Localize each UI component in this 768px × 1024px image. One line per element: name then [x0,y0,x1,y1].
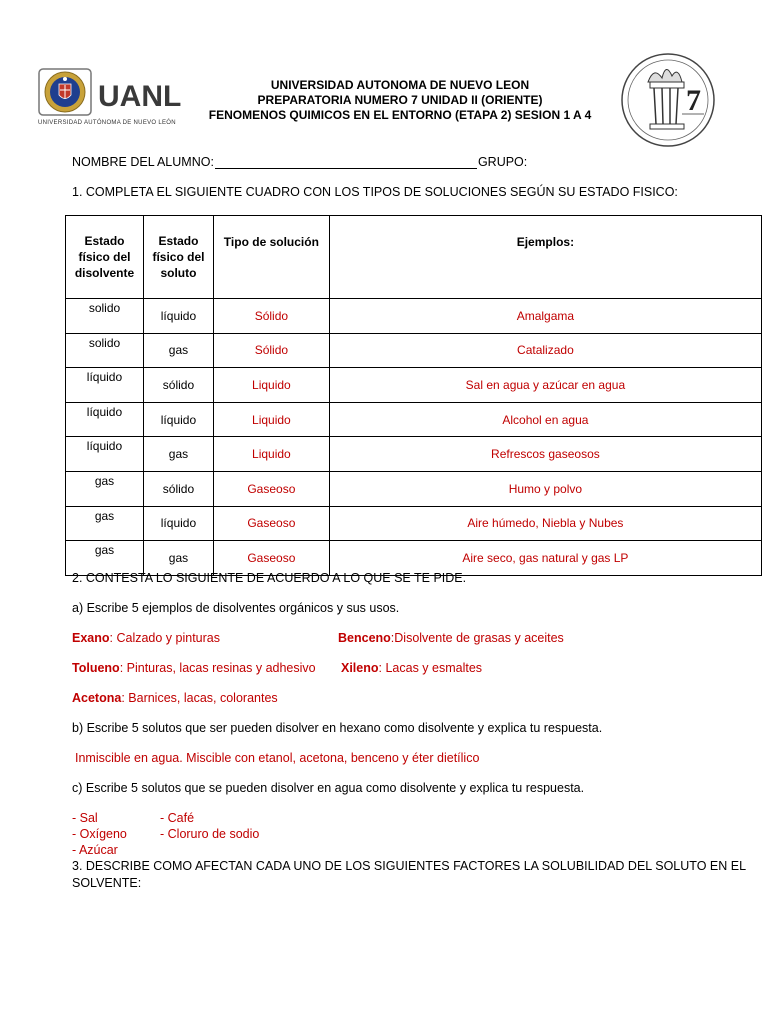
solvent-name: Exano [72,631,110,645]
uanl-subtitle: UNIVERSIDAD AUTÓNOMA DE NUEVO LEÓN [38,120,176,126]
solutions-table [65,215,762,576]
q2c-answer-2: - Café [160,811,195,825]
svg-text:7: 7 [686,84,701,117]
solvent-name: Benceno [338,631,391,645]
q2c-answer-4: - Cloruro de sodio [160,827,260,841]
q2b-prompt: b) Escribe 5 solutos que ser pueden disolver en hexano como disolvente y explica tu respuesta. [72,721,603,735]
solvent-use: : Barnices, lacas, colorantes [121,691,278,705]
solvent-name: Tolueno [72,661,120,675]
cell-type: Liquido [213,437,329,472]
school-title: PREPARATORIA NUMERO 7 UNIDAD II (ORIENTE) [257,93,543,107]
cell-solvent: líquido [66,437,144,472]
cell-solute: líquido [143,402,213,437]
cell-solute: gas [143,437,213,472]
uanl-wordmark: UANL [98,80,182,113]
cell-solute: líquido [143,506,213,541]
cell-solute: gas [143,333,213,368]
cell-type: Gaseoso [213,541,329,576]
table-row [66,402,762,437]
q2c-answer-5: - Azúcar [72,843,118,857]
q2-prompt: 2. CONTESTA LO SIGUIENTE DE ACUERDO A LO QUE SE TE PIDE. [72,571,467,585]
q2a-prompt: a) Escribe 5 ejemplos de disolventes orgánicos y sus usos. [72,601,400,615]
cell-type: Gaseoso [213,471,329,506]
name-label: NOMBRE DEL ALUMNO: [72,155,214,169]
student-name-line [72,155,527,169]
cell-example: Refrescos gaseosos [329,437,761,472]
cell-example: Amalgama [329,299,761,334]
col-header-solute: Estado físico del soluto [143,216,213,299]
cell-example: Alcohol en agua [329,402,761,437]
cell-solvent: solido [66,299,144,334]
cell-solvent: líquido [66,402,144,437]
cell-solute: sólido [143,471,213,506]
col-header-solvent: Estado físico del disolvente [66,216,144,299]
cell-example: Catalizado [329,333,761,368]
uanl-shield-icon [38,68,92,116]
cell-type: Gaseoso [213,506,329,541]
table-row [66,299,762,334]
cell-solvent: gas [66,471,144,506]
cell-type: Liquido [213,368,329,403]
cell-type: Liquido [213,402,329,437]
group-label: GRUPO: [477,155,528,169]
solvent-name: Xileno [341,661,379,675]
cell-solute: sólido [143,368,213,403]
q2c-answer-3: - Oxígeno [72,827,127,841]
cell-solute: gas [143,541,213,576]
solvent-name: Acetona [72,691,122,705]
col-header-examples: Ejemplos: [329,216,761,299]
table-header-row [66,216,762,299]
name-blank[interactable] [215,156,477,169]
table-row [66,333,762,368]
cell-solvent: solido [66,333,144,368]
table-row [66,471,762,506]
q1-prompt: 1. COMPLETA EL SIGUIENTE CUADRO CON LOS TIPOS DE SOLUCIONES SEGÚN SU ESTADO FISICO: [72,185,678,199]
cell-example: Aire seco, gas natural y gas LP [329,541,761,576]
q2a-answer-1 [72,631,220,645]
q2c-answer-1: - Sal [72,811,98,825]
q3-prompt-line2: SOLVENTE: [72,876,142,890]
cell-example: Sal en agua y azúcar en agua [329,368,761,403]
solvent-use: :Disolvente de grasas y aceites [390,631,564,645]
solvent-use: : Lacas y esmaltes [378,661,483,675]
uanl-logo [38,68,184,132]
cell-solute: líquido [143,299,213,334]
q2a-answer-2 [338,631,564,645]
cell-type: Sólido [213,299,329,334]
course-title: FENOMENOS QUIMICOS EN EL ENTORNO (ETAPA 2) SESION 1 A 4 [208,108,592,122]
q2c-prompt: c) Escribe 5 solutos que se pueden disolver en agua como disolvente y explica tu respuesta. [72,781,585,795]
table-row [66,368,762,403]
prepa7-seal-icon [616,52,720,148]
q2a-answer-3 [72,661,316,675]
q2b-answer: Inmiscible en agua. Miscible con etanol, acetona, benceno y éter dietílico [75,751,480,765]
solvent-use: : Calzado y pinturas [109,631,220,645]
solvent-use: : Pinturas, lacas resinas y adhesivo [119,661,316,675]
cell-example: Humo y polvo [329,471,761,506]
university-title: UNIVERSIDAD AUTONOMA DE NUEVO LEON [270,78,530,92]
cell-solvent: gas [66,506,144,541]
cell-example: Aire húmedo, Niebla y Nubes [329,506,761,541]
document-header [190,78,610,123]
cell-solvent: gas [66,541,144,576]
q3-prompt-line1: 3. DESCRIBE COMO AFECTAN CADA UNO DE LOS SIGUIENTES FACTORES LA SOLUBILIDAD DEL SOLUTO EN EL [72,859,747,873]
cell-type: Sólido [213,333,329,368]
table-row [66,506,762,541]
table-row [66,437,762,472]
q2a-answer-5 [72,691,278,705]
cell-solvent: líquido [66,368,144,403]
q2a-answer-4 [341,661,482,675]
col-header-type: Tipo de solución [213,216,329,299]
